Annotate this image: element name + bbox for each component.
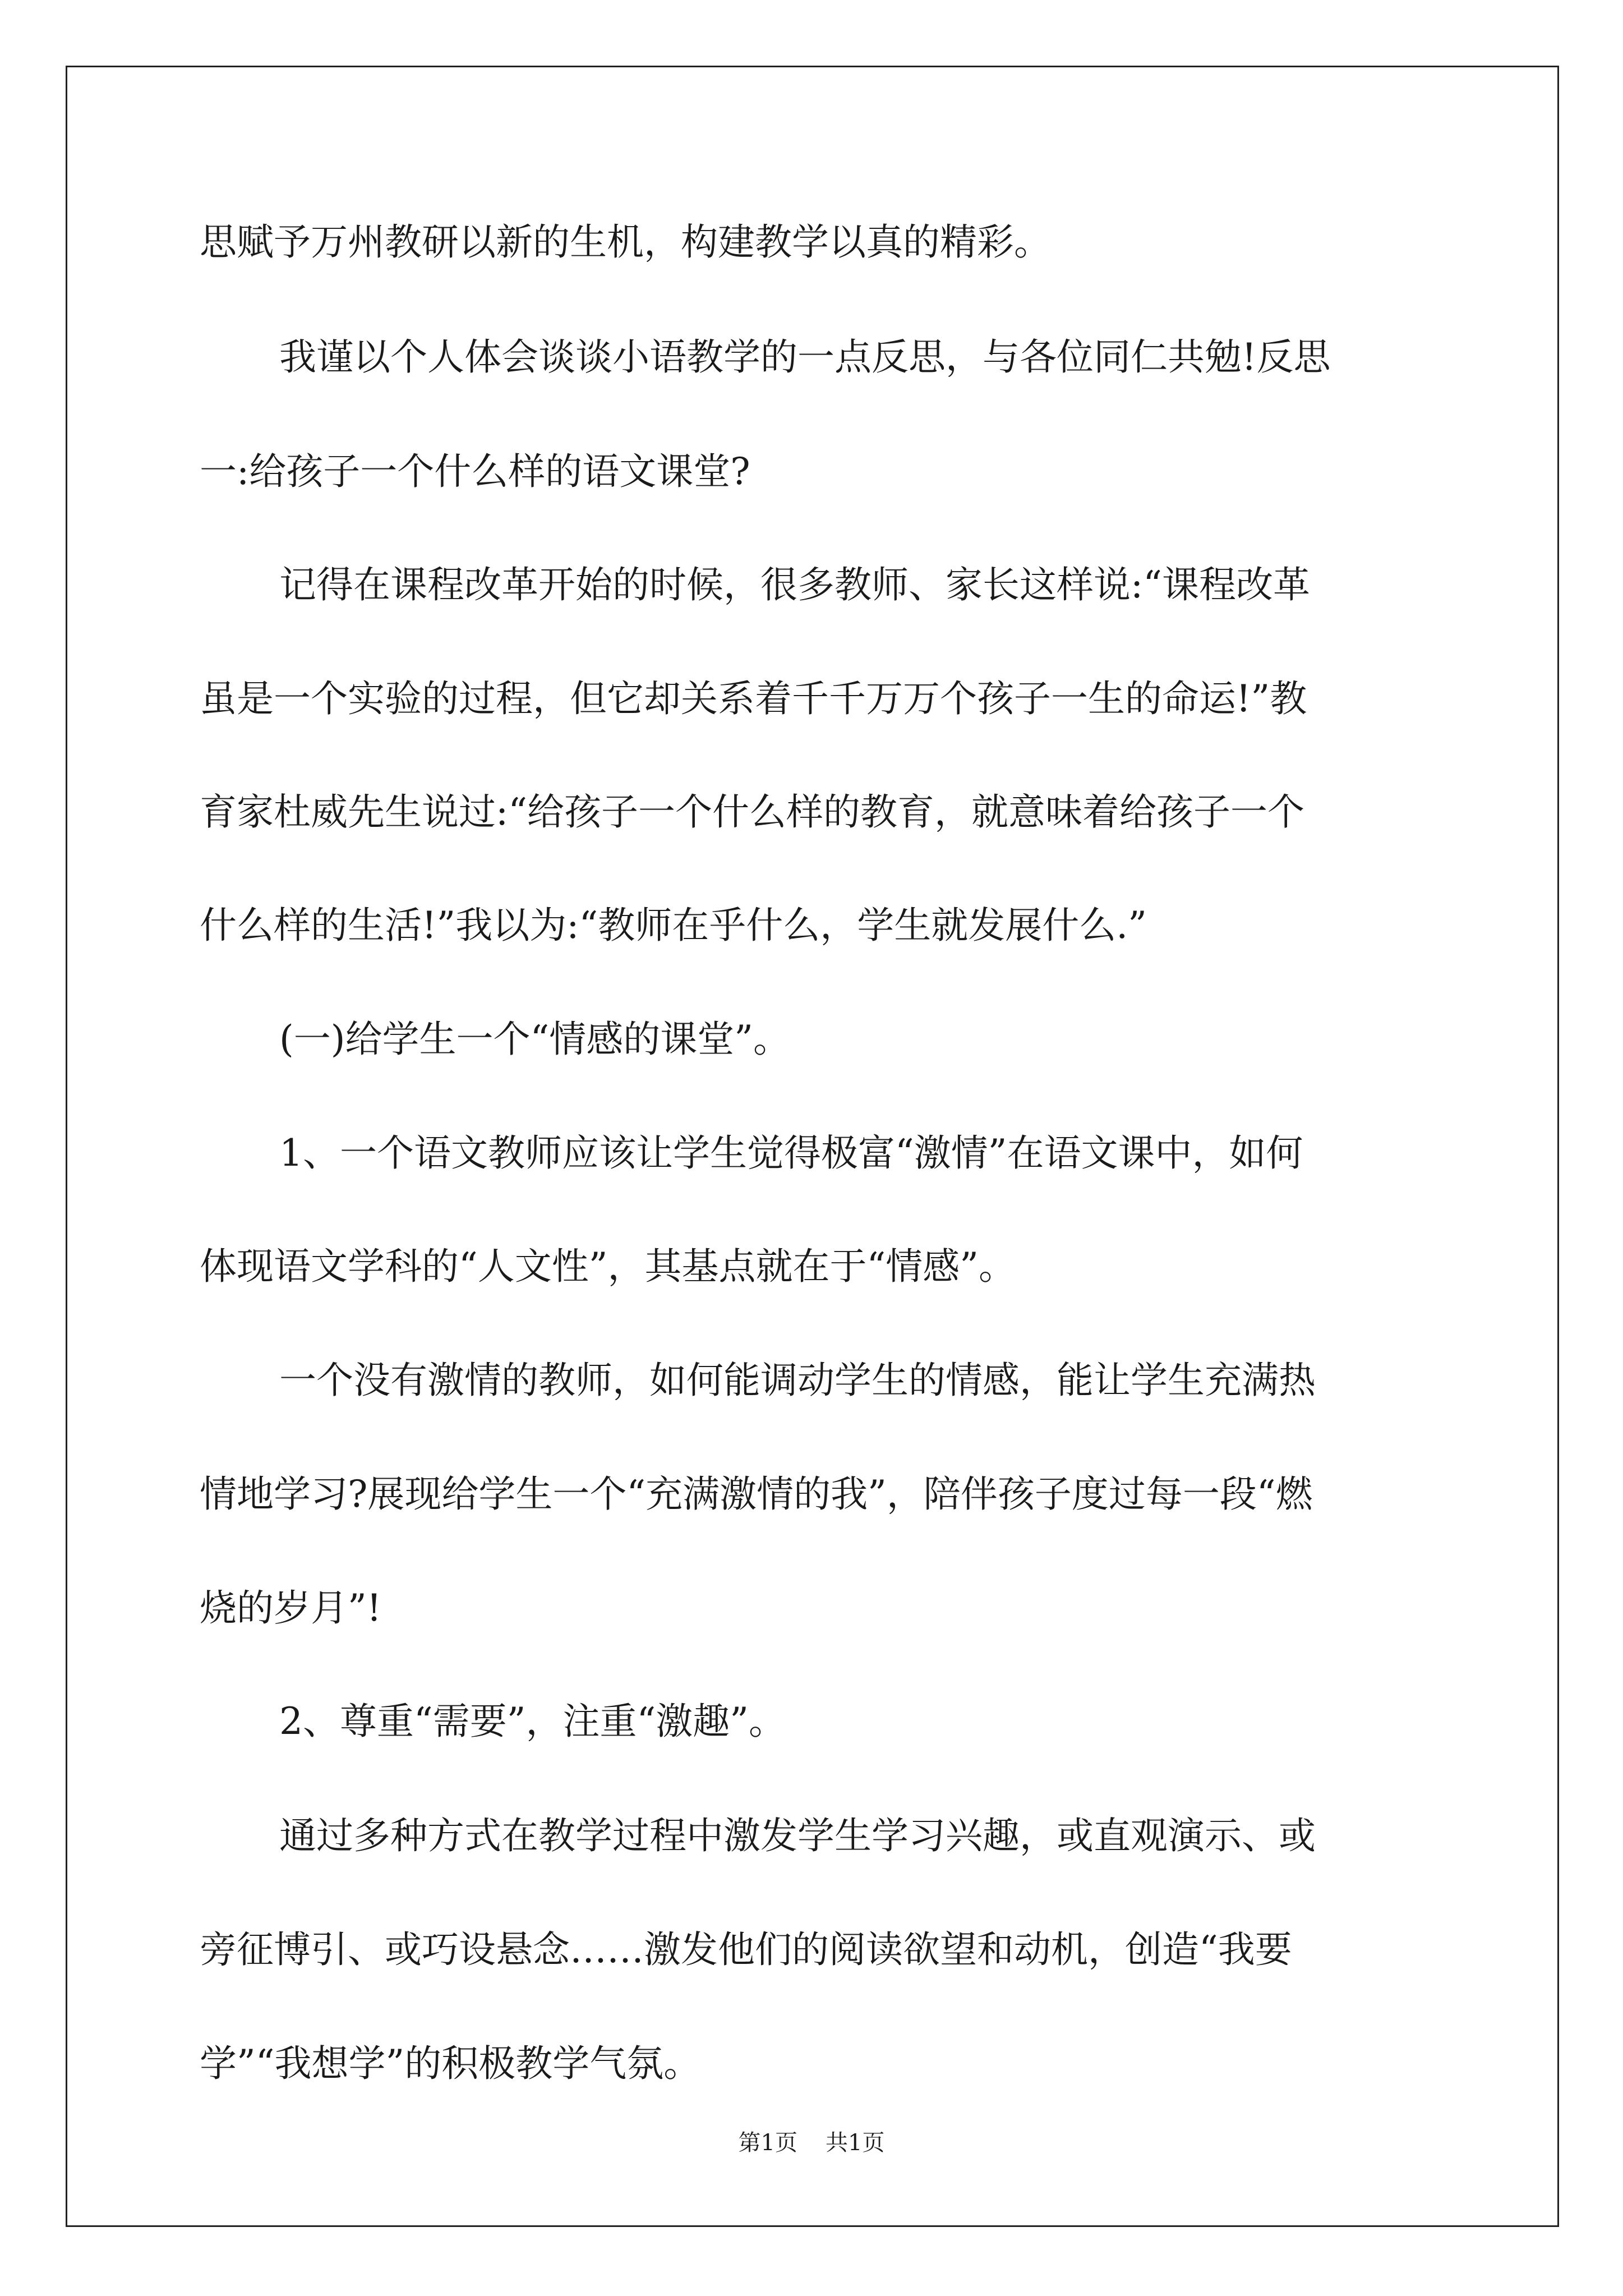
text-line: 育家杜威先生说过:“给孩子一个什么样的教育，就意味着给孩子一个 <box>200 790 1304 834</box>
text-line: 一:给孩子一个什么样的语文课堂? <box>200 450 750 493</box>
text-line: 1、一个语文教师应该让学生觉得极富“激情”在语文课中，如何 <box>279 1131 1303 1175</box>
page-number-total: 共1页 <box>826 2130 885 2156</box>
text-line: 记得在课程改革开始的时候，很多教师、家长这样说:“课程改革 <box>279 563 1310 606</box>
text-line: 虽是一个实验的过程，但它却关系着千千万万个孩子一生的命运!”教 <box>200 677 1307 720</box>
page-footer <box>0 2129 1623 2157</box>
text-line: 情地学习?展现给学生一个“充满激情的我”，陪伴孩子度过每一段“燃 <box>200 1473 1313 1516</box>
text-line: 旁征博引、或巧设悬念……激发他们的阅读欲望和动机，创造“我要 <box>200 1928 1292 1971</box>
page-number-current: 第1页 <box>738 2130 797 2156</box>
text-line: (一)给学生一个“情感的课堂”。 <box>279 1018 790 1061</box>
text-line: 烧的岁月”! <box>200 1586 382 1630</box>
text-line: 学”“我想学”的积极教学气氛。 <box>200 2042 701 2085</box>
text-line: 通过多种方式在教学过程中激发学生学习兴趣，或直观演示、或 <box>279 1814 1316 1857</box>
text-line: 我谨以个人体会谈谈小语教学的一点反思，与各位同仁共勉!反思 <box>279 335 1331 379</box>
text-line: 思赋予万州教研以新的生机，构建教学以真的精彩。 <box>200 220 1051 264</box>
text-line: 2、尊重“需要”，注重“激趣”。 <box>279 1700 786 1743</box>
text-line: 体现语文学科的“人文性”，其基点就在于“情感”。 <box>200 1245 1016 1288</box>
text-line: 什么样的生活!”我以为:“教师在乎什么，学生就发展什么.” <box>200 904 1147 947</box>
text-line: 一个没有激情的教师，如何能调动学生的情感，能让学生充满热 <box>279 1359 1316 1402</box>
